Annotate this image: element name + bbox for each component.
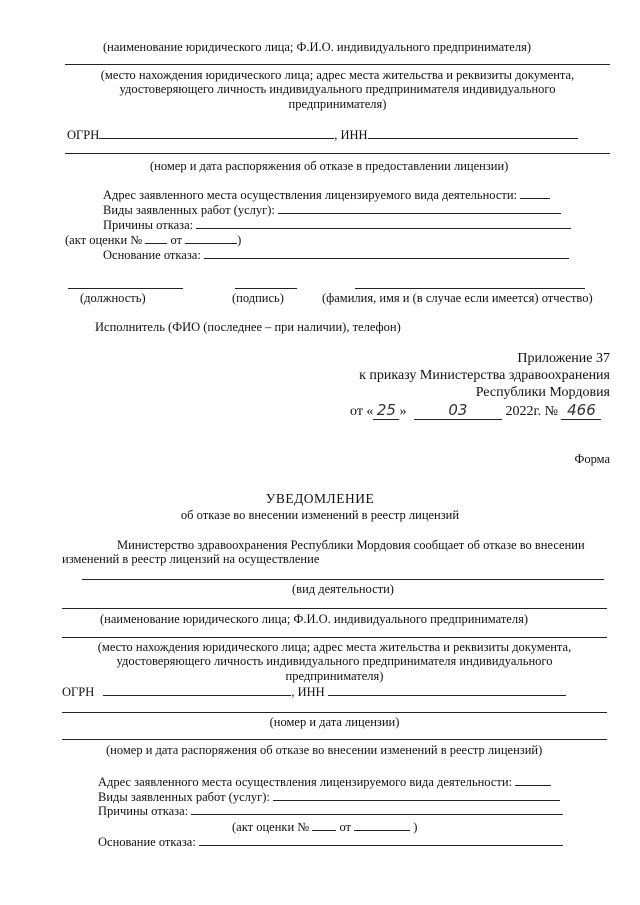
notice-address-caption-line-1: (место нахождения юридического лица; адрес места жительства и реквизиты документа, bbox=[97, 640, 572, 654]
appendix-line-1: Приложение 37 bbox=[517, 351, 610, 366]
ogrn-row bbox=[67, 127, 578, 142]
address-field[interactable] bbox=[520, 187, 550, 199]
notice-subtitle: об отказе во внесении изменений в реестр лицензий bbox=[180, 508, 460, 522]
works-label: Виды заявленных работ (услуг): bbox=[103, 203, 275, 217]
notice-address-caption bbox=[62, 640, 607, 683]
address-caption-line-1: (место нахождения юридического лица; адрес места жительства и реквизиты документа, bbox=[100, 68, 575, 82]
notice-act-from-label: от bbox=[339, 820, 352, 834]
activity-line bbox=[82, 579, 604, 580]
appendix-date-row bbox=[350, 402, 601, 420]
appendix-quote-close: » bbox=[399, 404, 407, 419]
basis-field[interactable] bbox=[204, 247, 569, 259]
license-caption: (номер и дата лицензии) bbox=[269, 715, 400, 729]
position-line bbox=[68, 288, 183, 289]
notice-inn-label: , ИНН bbox=[291, 685, 325, 699]
name-line bbox=[355, 288, 585, 289]
appendix-month: 03 bbox=[414, 402, 502, 420]
notice-works-label: Виды заявленных работ (услуг): bbox=[98, 790, 270, 804]
notice-basis-label: Основание отказа: bbox=[98, 835, 196, 849]
notice-works-field[interactable] bbox=[273, 789, 560, 801]
appendix-line-3: Республики Мордовия bbox=[475, 385, 610, 400]
executor-text: Исполнитель (ФИО (последнее – при наличии), телефон) bbox=[95, 320, 401, 334]
position-caption: (должность) bbox=[80, 291, 146, 305]
notice-address-row bbox=[98, 774, 551, 789]
notice-inn-field[interactable] bbox=[328, 684, 566, 696]
notice-basis-row bbox=[98, 834, 563, 849]
address-row bbox=[103, 187, 550, 202]
notice-intro-line-2: изменений в реестр лицензий на осуществление bbox=[62, 552, 320, 566]
act-from-label: от bbox=[170, 233, 183, 247]
works-field[interactable] bbox=[278, 202, 561, 214]
ogrn-label: ОГРН bbox=[67, 128, 100, 142]
notice-address-caption-line-2: удостоверяющего личность индивидуального предпринимателя индивидуального bbox=[116, 654, 553, 669]
notice-address-line bbox=[62, 637, 607, 638]
notice-reasons-row bbox=[98, 803, 563, 818]
appendix-day: 25 bbox=[373, 402, 399, 420]
notice-title: УВЕДОМЛЕНИЕ bbox=[265, 491, 375, 506]
basis-row bbox=[103, 247, 569, 262]
order-caption: (номер и дата распоряжения об отказе в предоставлении лицензии) bbox=[150, 159, 509, 173]
notice-order-line bbox=[62, 739, 607, 740]
notice-ogrn-field[interactable] bbox=[103, 684, 291, 696]
notice-order-caption: (номер и дата распоряжения об отказе во внесении изменений в реестр лицензий) bbox=[106, 743, 543, 757]
license-line bbox=[62, 712, 607, 713]
order-line bbox=[65, 153, 610, 154]
appendix-line-2: к приказу Министерства здравоохранения bbox=[359, 368, 610, 383]
notice-entity-line bbox=[62, 608, 607, 609]
signature-line bbox=[235, 288, 297, 289]
notice-intro-line-1: Министерство здравоохранения Республики Мордовия сообщает об отказе во внесении bbox=[117, 538, 585, 552]
notice-act-label: (акт оценки № bbox=[232, 820, 310, 834]
notice-act-row bbox=[232, 819, 417, 834]
ogrn-field[interactable] bbox=[99, 127, 334, 139]
basis-label: Основание отказа: bbox=[103, 248, 201, 262]
notice-act-close: ) bbox=[413, 820, 418, 834]
address-caption-line-3: предпринимателя) bbox=[288, 96, 387, 111]
activity-caption: (вид деятельности) bbox=[292, 582, 394, 596]
entity-caption: (наименование юридического лица; Ф.И.О. индивидуального предпринимателя) bbox=[103, 40, 532, 54]
notice-entity-caption: (наименование юридического лица; Ф.И.О. индивидуального предпринимателя) bbox=[100, 612, 529, 626]
notice-reasons-label: Причины отказа: bbox=[98, 804, 189, 818]
works-row bbox=[103, 202, 561, 217]
appendix-year: 2022г. № bbox=[505, 404, 558, 419]
name-caption: (фамилия, имя и (в случае если имеется) отчество) bbox=[322, 291, 593, 305]
reasons-field[interactable] bbox=[196, 217, 571, 229]
act-number-field[interactable] bbox=[145, 232, 167, 244]
act-close: ) bbox=[237, 233, 242, 247]
signature-caption: (подпись) bbox=[232, 291, 284, 305]
address-caption bbox=[65, 68, 610, 111]
act-date-field[interactable] bbox=[185, 232, 237, 244]
notice-address-field[interactable] bbox=[515, 774, 551, 786]
notice-address-label: Адрес заявленного места осуществления лицензируемого вида деятельности: bbox=[98, 775, 513, 789]
appendix-number: 466 bbox=[561, 402, 601, 420]
inn-label: , ИНН bbox=[334, 128, 368, 142]
inn-field[interactable] bbox=[368, 127, 578, 139]
notice-address-caption-line-3: предпринимателя) bbox=[285, 668, 384, 683]
act-row bbox=[65, 232, 241, 247]
address-caption-line-2: удостоверяющего личность индивидуального предпринимателя индивидуального bbox=[119, 82, 556, 97]
form-label: Форма bbox=[574, 452, 610, 466]
notice-ogrn-row bbox=[62, 684, 566, 699]
act-label: (акт оценки № bbox=[65, 233, 143, 247]
appendix-from: от « bbox=[350, 404, 374, 419]
reasons-label: Причины отказа: bbox=[103, 218, 194, 232]
address-label: Адрес заявленного места осуществления лицензируемого вида деятельности: bbox=[103, 188, 518, 202]
notice-reasons-field[interactable] bbox=[191, 803, 563, 815]
entity-line bbox=[65, 64, 610, 65]
notice-basis-field[interactable] bbox=[199, 834, 563, 846]
notice-act-number-field[interactable] bbox=[312, 819, 336, 831]
notice-ogrn-label: ОГРН bbox=[62, 685, 95, 699]
notice-act-date-field[interactable] bbox=[354, 819, 410, 831]
reasons-row bbox=[103, 217, 571, 232]
